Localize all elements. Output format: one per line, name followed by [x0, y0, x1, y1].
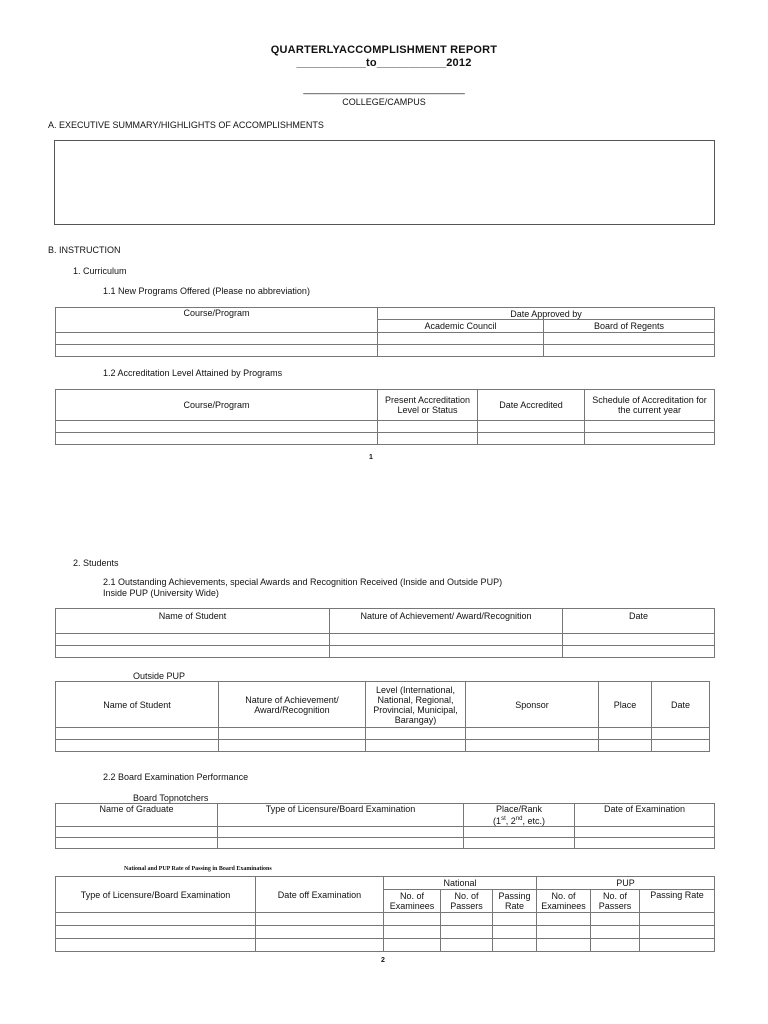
- col-course-program: Course/Program: [56, 308, 378, 333]
- col-date-of-examination: Date off Examination: [256, 877, 384, 913]
- col-date: Date: [652, 682, 710, 728]
- col-name-of-graduate: Name of Graduate: [56, 804, 218, 827]
- new-programs-table: [55, 307, 715, 357]
- passing-rate-table: [55, 876, 715, 952]
- col-type-of-examination: Type of Licensure/Board Examination: [56, 877, 256, 913]
- col-pup-examinees: No. of Examinees: [537, 890, 591, 913]
- col-pup-rate: Passing Rate: [640, 890, 715, 913]
- new-programs-heading: 1.1 New Programs Offered (Please no abbreviation): [103, 286, 310, 296]
- col-pup: PUP: [537, 877, 715, 890]
- page-number-1: 1: [369, 454, 373, 461]
- col-nature-of-achievement: Nature of Achievement/ Award/Recognition: [330, 609, 563, 634]
- topnotchers-table: [55, 803, 715, 849]
- col-date-approved: Date Approved by: [378, 308, 715, 320]
- table-row[interactable]: [56, 634, 715, 646]
- table-row[interactable]: [56, 433, 715, 445]
- col-nature-of-achievement: Nature of Achievement/ Award/Recognition: [219, 682, 366, 728]
- table-row[interactable]: [56, 728, 710, 740]
- board-exam-heading: 2.2 Board Examination Performance: [103, 772, 249, 782]
- table-row[interactable]: [56, 838, 715, 849]
- table-row[interactable]: [56, 345, 715, 357]
- table-row[interactable]: [56, 827, 715, 838]
- accreditation-heading: 1.2 Accreditation Level Attained by Programs: [103, 368, 283, 378]
- col-type-of-examination: Type of Licensure/Board Examination: [218, 804, 464, 827]
- col-name-of-student: Name of Student: [56, 682, 219, 728]
- col-course-program: Course/Program: [56, 390, 378, 421]
- table-row[interactable]: [56, 333, 715, 345]
- outside-pup-label: Outside PUP: [133, 671, 186, 681]
- report-period: ___________to___________2012: [296, 57, 472, 69]
- table-row[interactable]: [56, 939, 715, 952]
- page-number-2: 2: [381, 957, 385, 964]
- col-date: Date: [563, 609, 715, 634]
- col-academic-council: Academic Council: [378, 320, 544, 333]
- col-schedule: Schedule of Accreditation for the current year: [585, 390, 715, 421]
- col-sponsor: Sponsor: [466, 682, 599, 728]
- accreditation-table: [55, 389, 715, 445]
- col-pup-passers: No. of Passers: [591, 890, 640, 913]
- college-line: _____________________________: [303, 84, 465, 95]
- outside-pup-table: [55, 681, 710, 752]
- col-national-examinees: No. of Examinees: [384, 890, 441, 913]
- place-rank-label: Place/Rank: [495, 804, 543, 814]
- col-present-level: Present Accreditation Level or Status: [378, 390, 478, 421]
- col-date-of-examination: Date of Examination: [575, 804, 715, 827]
- col-name-of-student: Name of Student: [56, 609, 330, 634]
- passing-rate-caption: National and PUP Rate of Passing in Board Examinations: [124, 866, 272, 872]
- table-row[interactable]: [56, 421, 715, 433]
- table-row[interactable]: [56, 913, 715, 926]
- table-row[interactable]: [56, 740, 710, 752]
- col-date-accredited: Date Accredited: [478, 390, 585, 421]
- achievements-heading: 2.1 Outstanding Achievements, special Awards and Recognition Received (Inside and Outside PUP): [103, 577, 503, 587]
- topnotchers-label: Board Topnotchers: [133, 793, 209, 803]
- students-heading: 2. Students: [73, 558, 119, 568]
- col-national-rate: Passing Rate: [493, 890, 537, 913]
- section-a-heading: A. EXECUTIVE SUMMARY/HIGHLIGHTS OF ACCOMPLISHMENTS: [48, 120, 324, 130]
- college-label: COLLEGE/CAMPUS: [342, 97, 426, 107]
- col-place-rank: [464, 804, 575, 827]
- place-rank-sub: (1st, 2nd, etc.): [493, 816, 545, 826]
- col-national-passers: No. of Passers: [441, 890, 493, 913]
- executive-summary-box[interactable]: [54, 140, 715, 225]
- table-row[interactable]: [56, 926, 715, 939]
- table-row[interactable]: [56, 646, 715, 658]
- col-board-of-regents: Board of Regents: [544, 320, 715, 333]
- col-place: Place: [599, 682, 652, 728]
- inside-pup-table: [55, 608, 715, 658]
- inside-pup-label: Inside PUP (University Wide): [103, 588, 219, 598]
- col-national: National: [384, 877, 537, 890]
- curriculum-heading: 1. Curriculum: [73, 266, 127, 276]
- report-title: QUARTERLYACCOMPLISHMENT REPORT: [270, 44, 498, 56]
- section-b-heading: B. INSTRUCTION: [48, 245, 121, 255]
- col-level: Level (International, National, Regional, Provincial, Municipal, Barangay): [366, 682, 466, 728]
